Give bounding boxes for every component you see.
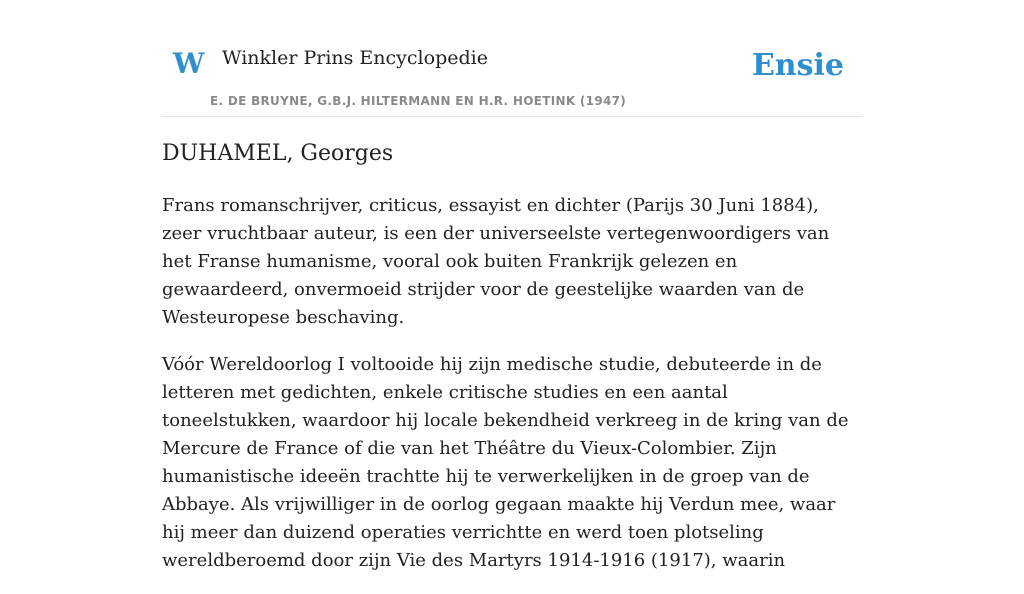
entry-content <box>162 192 862 594</box>
winkler-prins-logo[interactable]: W <box>173 47 205 80</box>
site-header <box>162 0 862 117</box>
site-title[interactable]: Winkler Prins Encyclopedie <box>222 47 488 69</box>
paragraph: Vóór Wereldoorlog I voltooide hij zijn medische studie, debuteerde in de letteren met gedichten, enkele critische studies en een aantal toneelstukken, waardoor hij locale bekendheid verkreeg in de kring van de Mercure de France of die van het Théâtre du Vieux-Colombier. Zijn humanistische ideeën trachtte hij te verwerkelijken in de groep van de Abbaye. Als vrijwilliger in de oorlog gegaan maakte hij Verdun mee, waar hij meer dan duizend operaties verrichtte en werd toen plotseling wereldberoemd door zijn Vie des Martyrs 1914-1916 (1917), waarin <box>162 354 849 571</box>
site-authors: E. DE BRUYNE, G.B.J. HILTERMANN EN H.R. HOETINK (1947) <box>210 94 627 108</box>
entry-title: DUHAMEL, Georges <box>162 141 394 166</box>
ensie-brand-logo[interactable]: Ensie <box>751 48 844 83</box>
paragraph: Frans romanschrijver, criticus, essayist en dichter (Parijs 30 Juni 1884), zeer vruchtbaar auteur, is een der universeelste vertegenwoordigers van het Franse humanisme, vooral ook buiten Frankrijk gelezen en gewaardeerd, onvermoeid strijder voor de geestelijke waarden van de Westeuropese beschaving. <box>162 195 830 328</box>
